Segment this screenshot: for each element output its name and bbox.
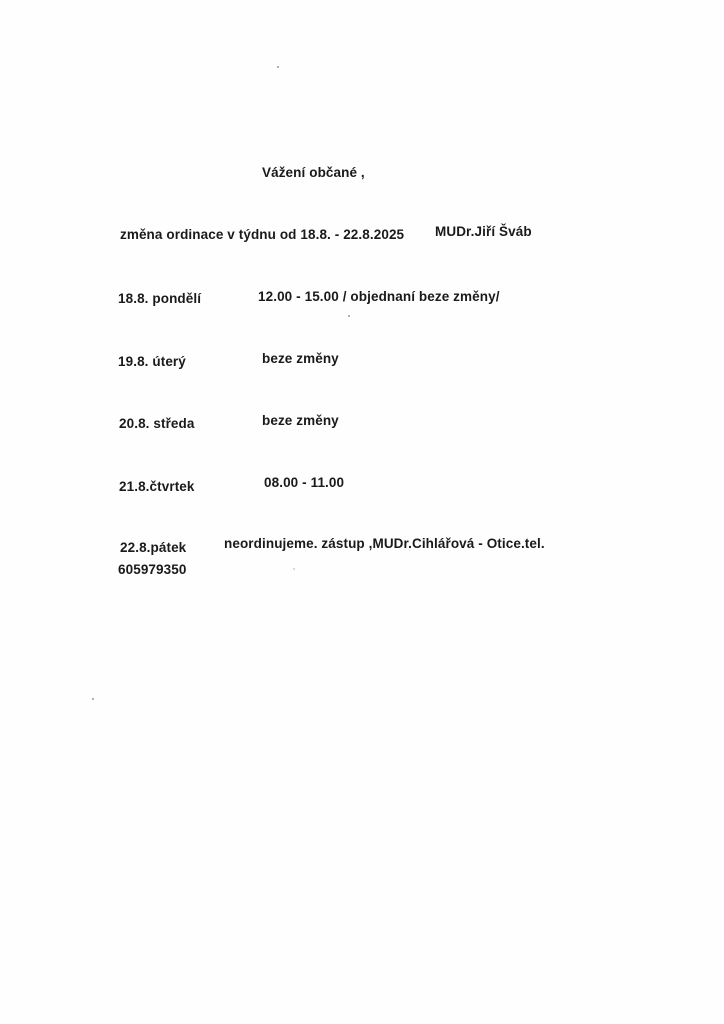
schedule-hours: 08.00 - 11.00	[264, 475, 345, 490]
greeting-heading: Vážení občané ,	[262, 165, 365, 180]
schedule-hours: beze změny	[262, 413, 339, 428]
schedule-day: 21.8.čtvrtek	[119, 479, 195, 494]
doctor-name: MUDr.Jiří Šváb	[435, 224, 532, 239]
schedule-day: 18.8. pondělí	[118, 291, 202, 306]
schedule-hours: neordinujeme. zástup ,MUDr.Cihlářová - Otice.tel.	[224, 536, 545, 551]
scan-speck	[92, 698, 94, 700]
schedule-hours: beze změny	[262, 351, 339, 366]
scan-speck	[293, 568, 295, 570]
schedule-hours: 12.00 - 15.00 / objednaní beze změny/	[258, 289, 500, 304]
intro-line: změna ordinace v týdnu od 18.8. - 22.8.2025	[120, 227, 405, 242]
schedule-day: 22.8.pátek	[120, 540, 187, 555]
schedule-day: 19.8. úterý	[118, 354, 186, 369]
phone-number: 605979350	[118, 562, 187, 577]
schedule-day: 20.8. středa	[119, 416, 195, 431]
scan-speck	[348, 315, 350, 317]
scan-speck	[277, 66, 279, 68]
